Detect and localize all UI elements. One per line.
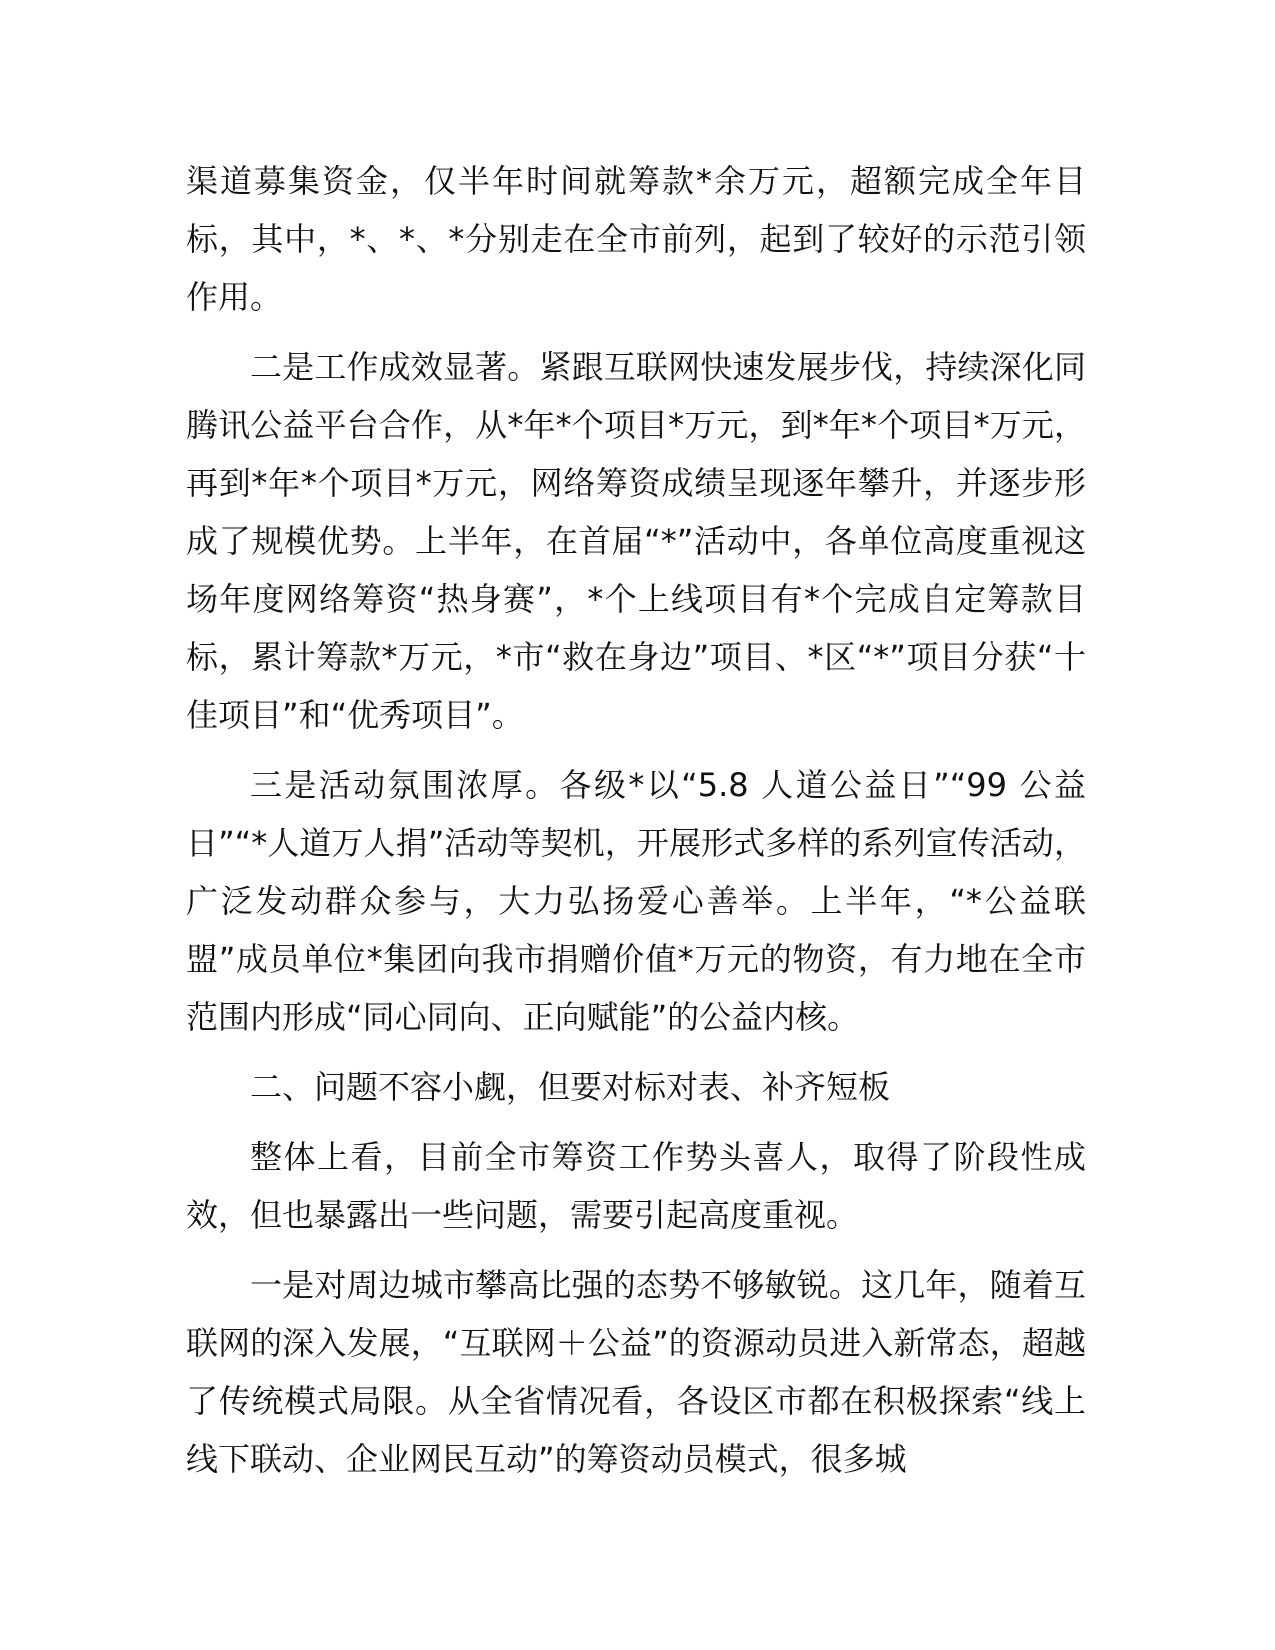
document-body — [186, 152, 1086, 1500]
paragraph-overall-view: 整体上看，目前全市筹资工作势头喜人，取得了阶段性成效，但也暴露出一些问题，需要引起高度重视。 — [186, 1138, 1086, 1234]
paragraph-activity-atmosphere: 三是活动氛围浓厚。各级*以“5.8 人道公益日”“99 公益日”“*人道万人捐”活动等契机，开展形式多样的系列宣传活动，广泛发动群众参与，大力弘扬爱心善举。上半年，“*公益联盟”成员单位*集团向我市捐赠价值*万元的物资，有力地在全市范围内形成“同心同向、正向赋能”的公益内核。 — [186, 766, 1086, 1036]
paragraph-neighbor-cities: 一是对周边城市攀高比强的态势不够敏锐。这几年，随着互联网的深入发展，“互联网＋公益”的资源动员进入新常态，超越了传统模式局限。从全省情况看，各设区市都在积极探索“线上线下联动、企业网民互动”的筹资动员模式，很多城 — [186, 1266, 1086, 1478]
section-heading-problems: 二、问题不容小觑，但要对标对表、补齐短板 — [250, 1068, 891, 1106]
paragraph-continuation: 渠道募集资金，仅半年时间就筹款*余万元，超额完成全年目标，其中，*、*、*分别走在全市前列，起到了较好的示范引领作用。 — [186, 162, 1086, 316]
paragraph-work-results: 二是工作成效显著。紧跟互联网快速发展步伐，持续深化同腾讯公益平台合作，从*年*个项目*万元，到*年*个项目*万元，再到*年*个项目*万元，网络筹资成绩呈现逐年攀升，并逐步形成了规模优势。上半年，在首届“*”活动中，各单位高度重视这场年度网络筹资“热身赛”，*个上线项目有*个完成自定筹款目标，累计筹款*万元，*市“救在身边”项目、*区“*”项目分获“十佳项目”和“优秀项目”。 — [186, 348, 1086, 734]
